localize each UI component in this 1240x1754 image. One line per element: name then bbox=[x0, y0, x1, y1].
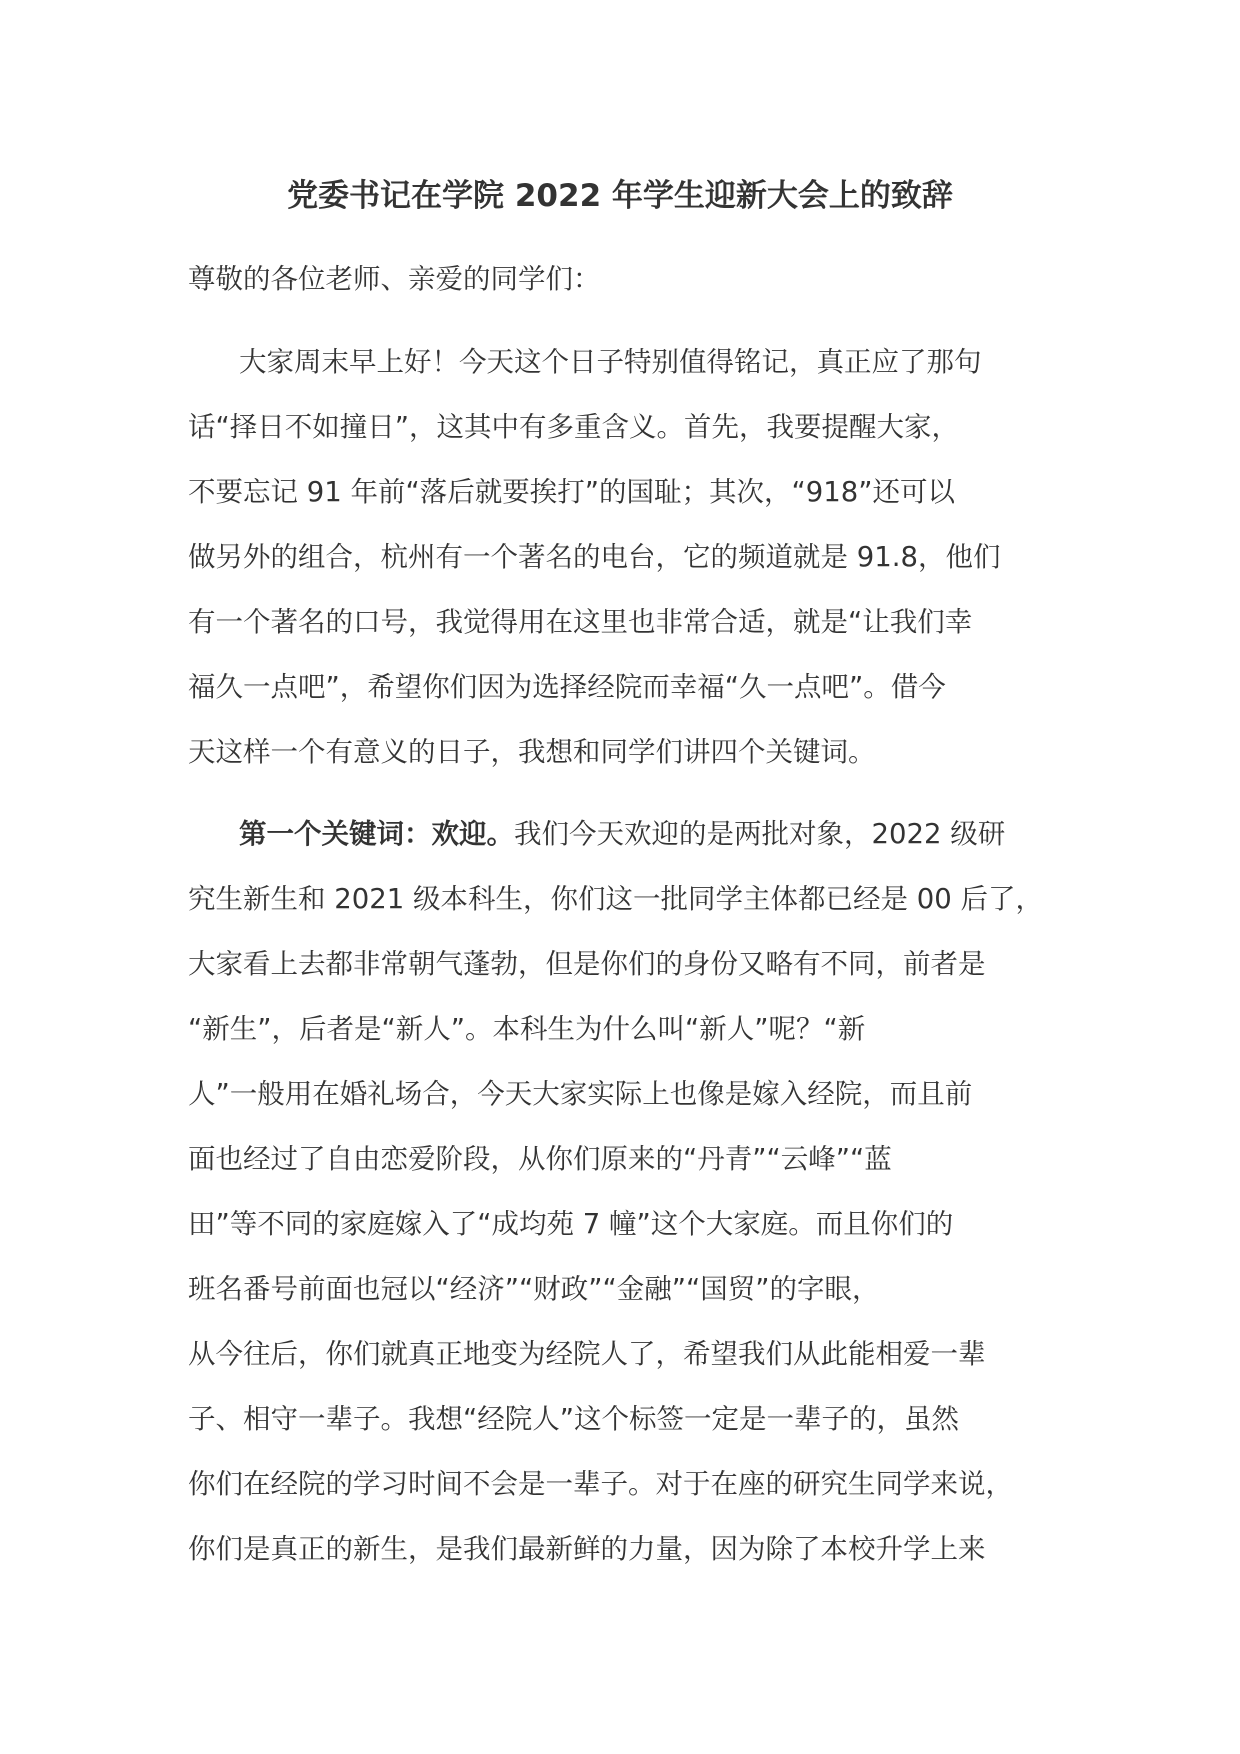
text-line: 从今往后，你们就真正地变为经院人了，希望我们从此能相爱一辈 bbox=[188, 1338, 986, 1370]
salutation: 尊敬的各位老师、亲爱的同学们： bbox=[188, 263, 601, 295]
text-line: 班名番号前面也冠以“经济”“财政”“金融”“国贸”的字眼， bbox=[188, 1273, 880, 1305]
text-line: 福久一点吧”，希望你们因为选择经院而幸福“久一点吧”。借今 bbox=[188, 671, 946, 703]
keyword-heading: 第一个关键词：欢迎。 bbox=[239, 818, 514, 850]
paragraph-keyword-welcome bbox=[188, 810, 1088, 1590]
text-line: 你们在经院的学习时间不会是一辈子。对于在座的研究生同学来说， bbox=[188, 1468, 1013, 1500]
text-line: 天这样一个有意义的日子，我想和同学们讲四个关键词。 bbox=[188, 736, 876, 768]
text-line: “新生”，后者是“新人”。本科生为什么叫“新人”呢？“新 bbox=[188, 1013, 866, 1045]
text-line: 做另外的组合，杭州有一个著名的电台，它的频道就是 91.8，他们 bbox=[188, 541, 1001, 573]
text-line: 面也经过了自由恋爱阶段，从你们原来的“丹青”“云峰”“蓝 bbox=[188, 1143, 892, 1175]
text-line: 有一个著名的口号，我觉得用在这里也非常合适，就是“让我们幸 bbox=[188, 606, 973, 638]
text-line bbox=[188, 810, 1088, 875]
keyword-line-text: 我们今天欢迎的是两批对象，2022 级研 bbox=[514, 818, 1006, 850]
document-title: 党委书记在学院 2022 年学生迎新大会上的致辞 bbox=[287, 178, 953, 214]
paragraph-opening bbox=[188, 338, 1088, 793]
text-line: 不要忘记 91 年前“落后就要挨打”的国耻；其次，“918”还可以 bbox=[188, 476, 955, 508]
text-line: 子、相守一辈子。我想“经院人”这个标签一定是一辈子的，虽然 bbox=[188, 1403, 959, 1435]
text-line: 话“择日不如撞日”，这其中有多重含义。首先，我要提醒大家， bbox=[188, 411, 959, 443]
text-line: 你们是真正的新生，是我们最新鲜的力量，因为除了本校升学上来 bbox=[188, 1533, 986, 1565]
text-line: 田”等不同的家庭嫁入了“成均苑 7 幢”这个大家庭。而且你们的 bbox=[188, 1208, 954, 1240]
text-line: 究生新生和 2021 级本科生，你们这一批同学主体都已经是 00 后了， bbox=[188, 883, 1043, 915]
text-line: 大家周末早上好！今天这个日子特别值得铭记，真正应了那句 bbox=[239, 346, 982, 378]
text-line: 大家看上去都非常朝气蓬勃，但是你们的身份又略有不同，前者是 bbox=[188, 948, 986, 980]
text-line: 人”一般用在婚礼场合，今天大家实际上也像是嫁入经院，而且前 bbox=[188, 1078, 973, 1110]
